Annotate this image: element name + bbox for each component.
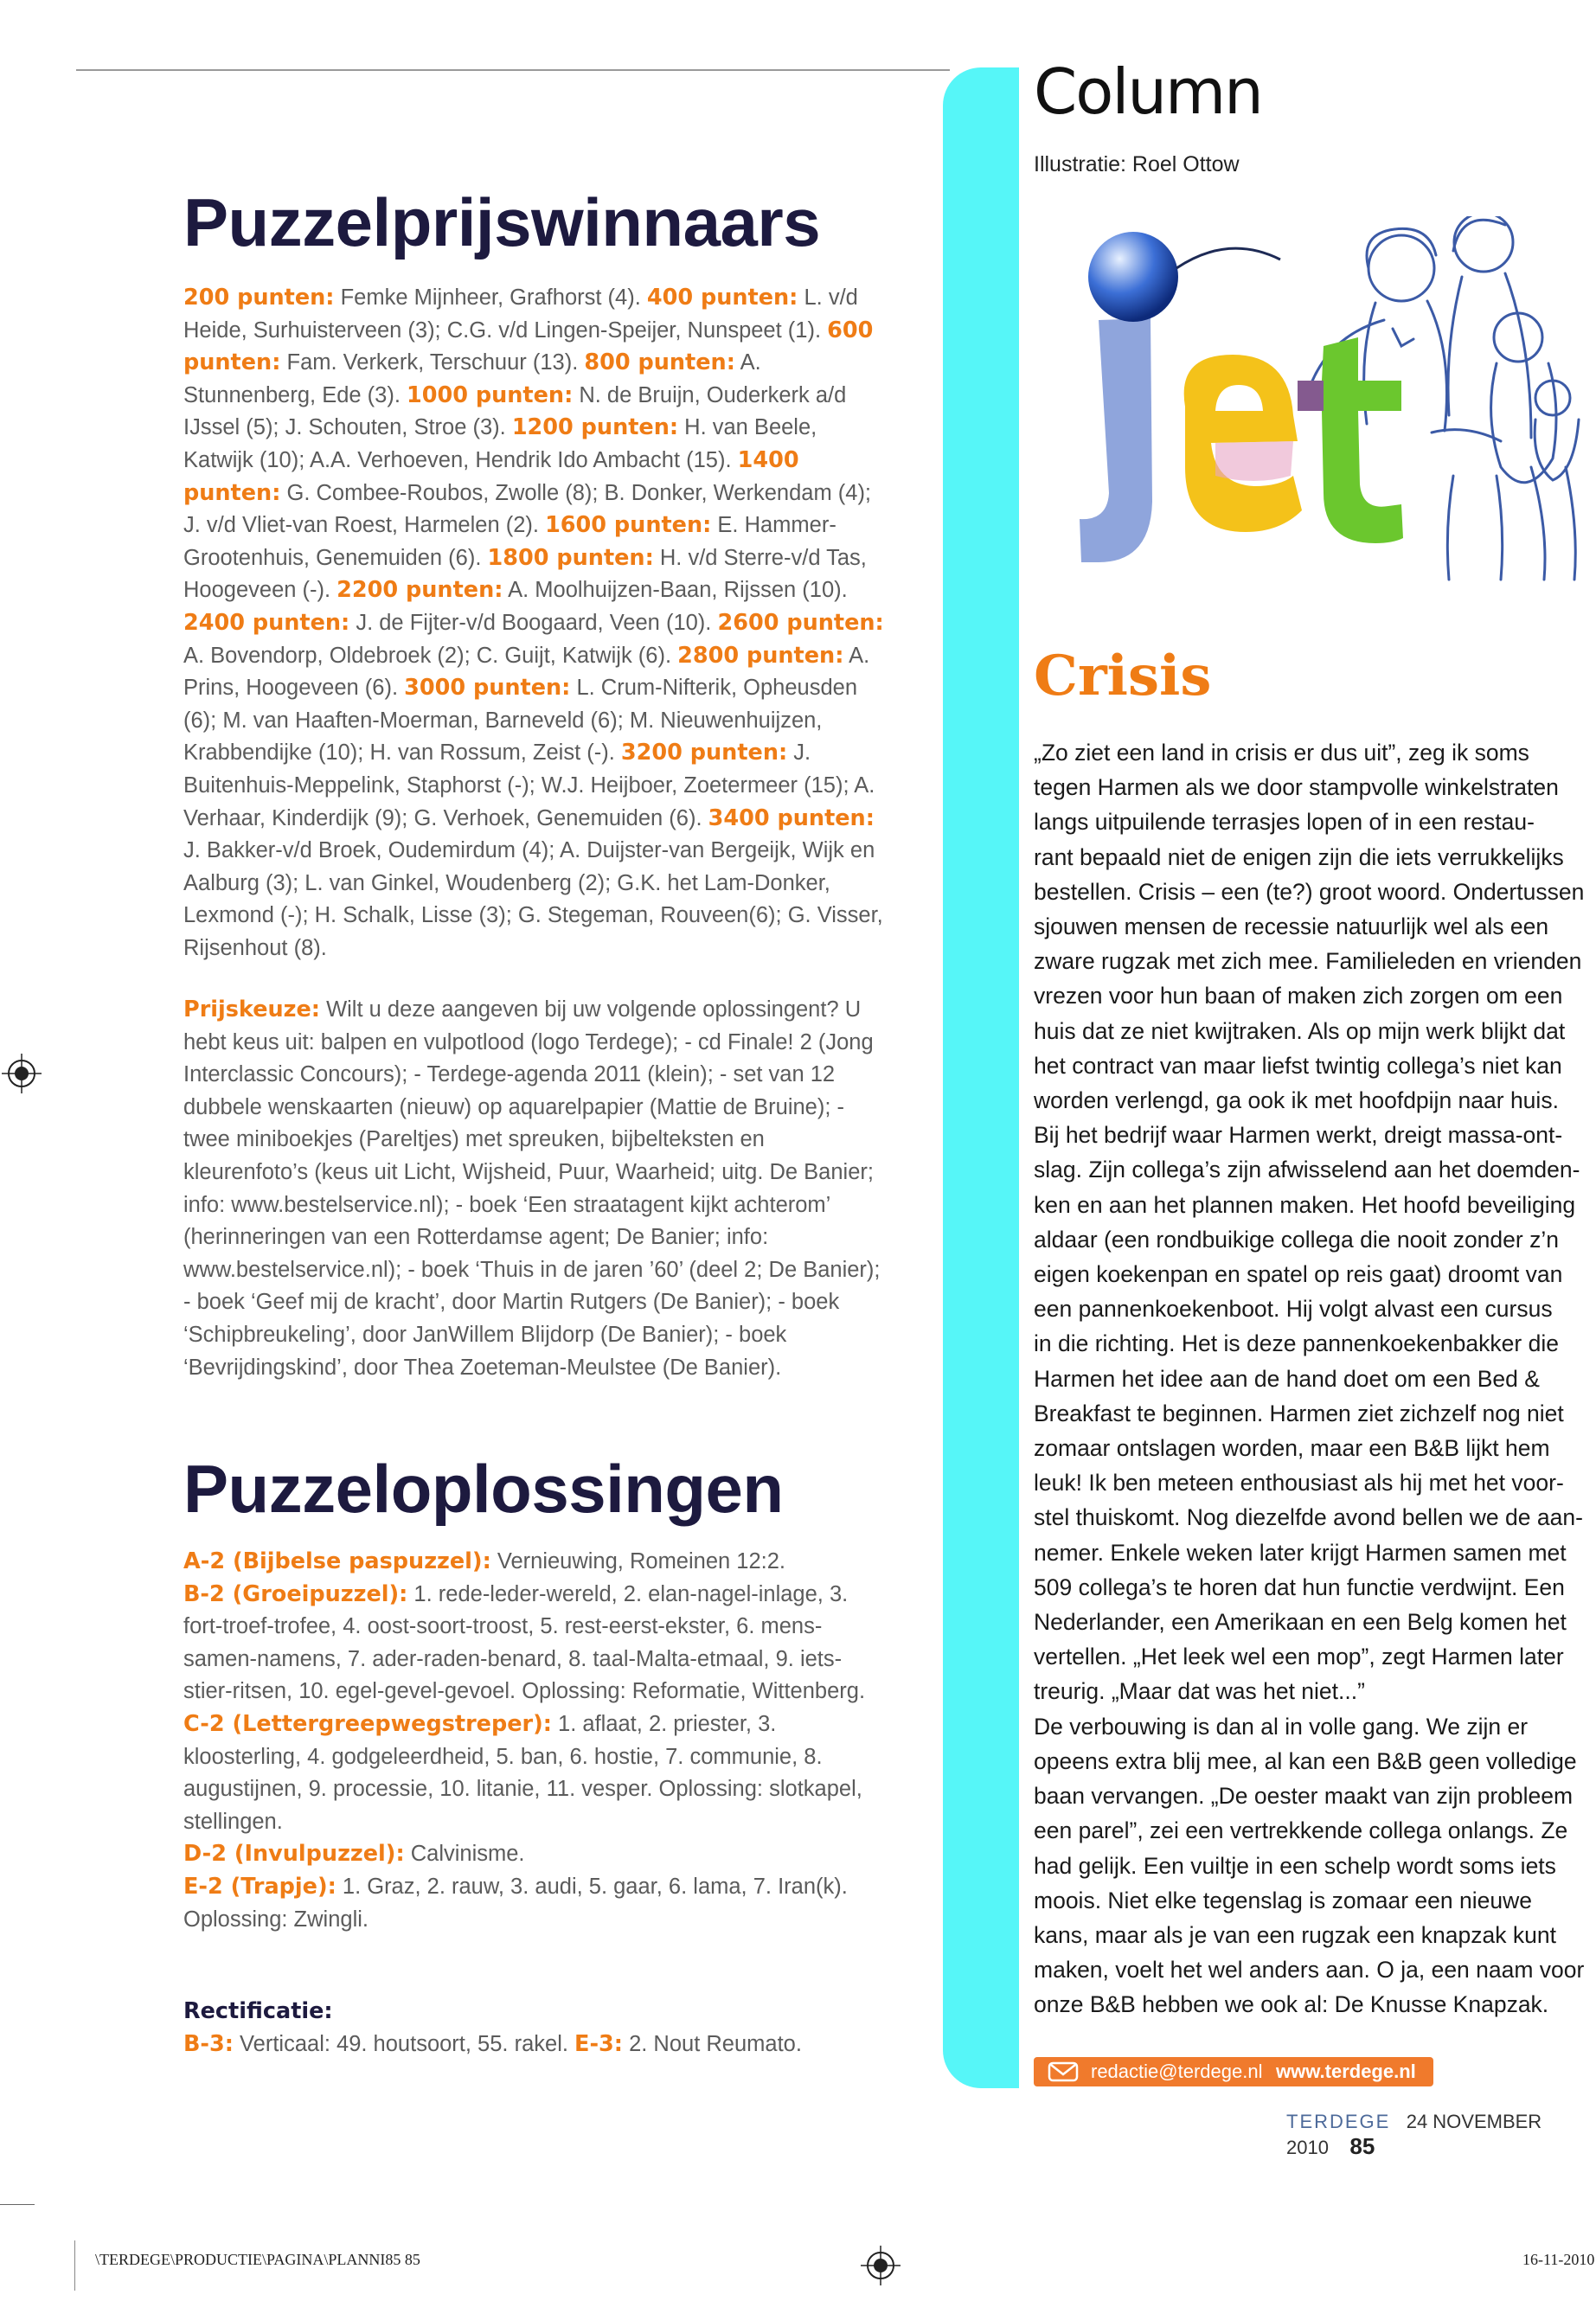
winners-points-label: 600 punten:	[183, 317, 874, 376]
column-body	[1034, 735, 1596, 2022]
column-line: Breakfast te beginnen. Harmen ziet zichzelf nog niet	[1034, 1400, 1564, 1426]
solution-label: C-2 (Lettergreepwegstreper):	[183, 1710, 552, 1737]
winners-list	[183, 282, 888, 965]
column-line: worden verlengd, ga ook ik met hoofdpijn naar huis.	[1034, 1087, 1559, 1114]
winners-paragraph	[183, 282, 888, 965]
jet-illustration	[1047, 216, 1596, 606]
winners-names: A. Stunnenberg, Ede (3).	[183, 350, 761, 407]
solution-text: 1. rede-leder-wereld, 2. elan-nagel-inlage, 3. fort-troef-trofee, 4. oost-soort-troost, 5. rest-eerst-ekster, 6. mens-samen-namens, 7. ader-raden-benard, 8. taal-Malta-etmaal, 9. iets-stier-ritsen, 10. egel-gevel-gevoel. Oplossing: Reformatie, Wittenberg.	[183, 1581, 866, 1704]
winners-names: A. Prins, Hoogeveen (6).	[183, 643, 870, 701]
prijskeuze-paragraph	[183, 994, 888, 1384]
print-path: \TERDEGE\PRODUCTIE\PAGINA\PLANNI85 85	[95, 2251, 420, 2268]
column-line: moois. Niet elke tegenslag is zomaar een nieuwe	[1034, 1887, 1532, 1913]
solution-item	[183, 1708, 888, 1838]
column-line: treurig. „Maar dat was het niet...”	[1034, 1678, 1365, 1705]
column-line: baan vervangen. „De oester maakt van zijn probleem	[1034, 1783, 1574, 1810]
solution-item	[183, 1871, 888, 1936]
column-line: zware rugzak met zich mee. Familieleden en vrienden	[1034, 948, 1582, 975]
column-heading-crisis: Crisis	[1034, 644, 1212, 708]
column-line: De verbouwing is dan al in volle gang. We zijn er	[1034, 1713, 1529, 1740]
column-line: Harmen het idee aan de hand doet om een Bed &	[1034, 1365, 1540, 1392]
winners-points-label: 1200 punten:	[511, 414, 679, 441]
b3-label: B-3:	[183, 2030, 234, 2057]
column-title: Column	[1034, 55, 1262, 128]
solutions-paragraph	[183, 1546, 888, 1936]
winners-points-label: 2200 punten:	[337, 577, 503, 604]
column-line: in die richting. Het is deze pannenkoekenbakker die	[1034, 1330, 1559, 1357]
winners-names: J. Bakker-v/d Broek, Oudemirdum (4); A. Duijster-van Bergeijk, Wijk en Aalburg (3); L. van Ginkel, Woudenberg (2); G.K. het Lam-Donker, Lexmond (-); H. Schalk, Lisse (3); G. Stegeman, Rouveen(6); G. Visser, Rijsenhout (8).	[183, 838, 883, 960]
winners-names: G. Combee-Roubos, Zwolle (8); B. Donker, Werkendam (4); J. v/d Vliet-van Roest, Harmelen (2).	[183, 480, 872, 538]
column-line: leuk! Ik ben meteen enthousiast als hij met het voor-	[1034, 1470, 1564, 1497]
column-line: sjouwen mensen de recessie natuurlijk wel als een	[1034, 913, 1549, 940]
solution-item	[183, 1579, 888, 1708]
winners-names: L. v/d Heide, Surhuisterveen (3); C.G. v/d Lingen-Speijer, Nunspeet (1).	[183, 285, 858, 343]
heading-puzzelprijswinnaars: Puzzelprijswinnaars	[183, 184, 821, 260]
envelope-icon	[1048, 2061, 1079, 2083]
left-crop-mark	[0, 2204, 35, 2205]
column-line: aldaar (een rondbuikige collega die nooit zonder z’n	[1034, 1226, 1559, 1253]
prijskeuze-label: Prijskeuze:	[183, 997, 320, 1022]
winners-names: E. Hammer-Grootenhuis, Genemuiden (6).	[183, 513, 836, 570]
column-line: Bij het bedrijf waar Harmen werkt, dreigt massa-ont-	[1034, 1122, 1563, 1149]
column-line: kans, maar als je van een rugzak een knapzak kunt	[1034, 1921, 1556, 1948]
column-line: „Zo ziet een land in crisis er dus uit”, zeg ik soms	[1034, 740, 1529, 766]
column-line: vertellen. „Het leek wel een mop”, zegt Harmen later	[1034, 1644, 1564, 1670]
winners-points-label: 1400 punten:	[183, 446, 799, 506]
top-rule	[76, 69, 950, 71]
column-line: 509 collega’s te horen dat hun functie verdwijnt. Een	[1034, 1574, 1565, 1600]
column-line: langs uitpuilende terrasjes lopen of in een restau-	[1034, 809, 1535, 836]
solution-label: E-2 (Trapje):	[183, 1873, 337, 1900]
winners-points-label: 2800 punten:	[677, 642, 844, 669]
winners-names: Fam. Verkerk, Terschuur (13).	[280, 350, 585, 375]
column-line: tegen Harmen als we door stampvolle winkelstraten	[1034, 774, 1559, 801]
solution-label: B-2 (Groeipuzzel):	[183, 1580, 408, 1607]
column-line: bestellen. Crisis – een (te?) groot woord. Ondertussen	[1034, 878, 1585, 905]
winners-names: J. Buitenhuis-Meppelink, Staphorst (-); W.J. Heijboer, Zoetermeer (15); A. Verhaar, Kinderdijk (9); G. Verhoek, Genemuiden (6).	[183, 740, 875, 830]
rectificatie-block	[183, 1996, 888, 2061]
winners-points-label: 1000 punten:	[407, 381, 574, 408]
column-line: opeens extra blij mee, al kan een B&B geen volledige	[1034, 1747, 1577, 1774]
column-line: nemer. Enkele weken later krijgt Harmen samen met	[1034, 1539, 1567, 1566]
column-line: maken, voelt het wel anders aan. O ja, een naam voor	[1034, 1957, 1585, 1984]
winners-points-label: 2400 punten:	[183, 609, 350, 636]
column-line: Nederlander, een Amerikaan en een Belg komen het	[1034, 1609, 1567, 1636]
footer-brand: TERDEGE	[1286, 2111, 1391, 2132]
winners-points-label: 400 punten:	[646, 285, 798, 311]
footer-info	[1286, 2111, 1596, 2160]
winners-names: A. Bovendorp, Oldebroek (2); C. Guijt, Katwijk (6).	[183, 643, 678, 668]
winners-points-label: 3400 punten:	[708, 804, 875, 831]
winners-names: L. Crum-Nifterik, Opheusden (6); M. van Haaften-Moerman, Barneveld (6); M. Nieuwenhuijzen, Krabbendijke (10); H. van Rossum, Zeist (-).	[183, 676, 857, 766]
cyan-column-divider	[943, 67, 1019, 2088]
winners-points-label: 800 punten:	[584, 349, 735, 376]
column-line: stel thuiskomt. Nog diezelfde avond bellen we de aan-	[1034, 1504, 1583, 1531]
contact-website-link[interactable]: www.terdege.nl	[1276, 2061, 1416, 2082]
column-line: eigen koekenpan en spatel op reis gaat) droomt van	[1034, 1261, 1563, 1288]
contact-bar	[1034, 2057, 1433, 2086]
winners-points-label: 1600 punten:	[545, 512, 712, 539]
winners-points-label: 200 punten:	[183, 285, 335, 311]
winners-names: Femke Mijnheer, Grafhorst (4).	[334, 285, 647, 310]
solution-item	[183, 1838, 888, 1871]
column-line: een parel”, zei een vertrekkende collega onlangs. Ze	[1034, 1817, 1568, 1844]
bottom-crop-line	[74, 2240, 75, 2291]
heading-puzzeloplossingen: Puzzeloplossingen	[183, 1451, 784, 1527]
winners-points-label: 1800 punten:	[487, 544, 654, 571]
registration-mark-bottom	[861, 2246, 901, 2285]
prijskeuze-text: Wilt u deze aangeven bij uw volgende oplossingent? U hebt keus uit: balpen en vulpotlood (logo Terdege); - cd Finale! 2 (Jong Interclassic Concours); - Terdege-agenda 2011 (klein); - set van 12 dubbele wenskaarten (nieuw) op aquarelpapier (Mattie de Bruine); - twee miniboekjes (Pareltjes) met spreuken, bijbelteksten en kleurenfoto’s (keus uit Licht, Wijsheid, Puur, Waarheid; uitg. De Banier; info: www.bestelservice.nl); - boek ‘Een straatagent kijkt achterom’ (herinneringen van een Rotterdamse agent; De Banier; info: www.bestelservice.nl); - boek ‘Thuis in de jaren ’60’ (deel 2; De Banier); - boek ‘Geef mij de kracht’, door Martin Rutgers (De Banier); - boek ‘Schipbreukeling’, door JanWillem Blijdorp (De Banier); - boek ‘Bevrijdingskind’, door Thea Zoeteman-Meulstee (De Banier).	[183, 997, 881, 1380]
column-line: had gelijk. Een vuiltje in een schelp wordt soms iets	[1034, 1852, 1556, 1879]
column-line: slag. Zijn collega’s zijn afwisselend aan het doemden-	[1034, 1157, 1580, 1183]
winners-names: A. Moolhuijzen-Baan, Rijssen (10).	[503, 578, 848, 603]
rectificatie-heading: Rectificatie:	[183, 1998, 333, 2024]
winners-names: N. de Bruijn, Ouderkerk a/d IJssel (5); J. Schouten, Stroe (3).	[183, 382, 847, 440]
solution-text: Vernieuwing, Romeinen 12:2.	[490, 1549, 785, 1574]
column-line: vrezen voor hun baan of maken zich zorgen om een	[1034, 983, 1563, 1009]
registration-mark-left	[2, 1054, 42, 1093]
column-line: rant bepaald niet de enigen zijn die iets verrukkelijks	[1034, 843, 1564, 870]
solution-text: 1. aflaat, 2. priester, 3. kloosterling, 4. godgeleerdheid, 5. ban, 6. hostie, 7. communie, 8. augustijnen, 9. processie, 10. litanie, 11. vesper. Oplossing: slotkapel, stellingen.	[183, 1711, 862, 1834]
winners-points-label: 3200 punten:	[620, 740, 788, 766]
column-line: het contract van maar liefst twintig collega’s niet kan	[1034, 1052, 1562, 1079]
illustration-credit: Illustratie: Roel Ottow	[1034, 152, 1240, 176]
footer-page-number: 85	[1349, 2133, 1375, 2159]
column-line: huis dat ze niet kwijtraken. Als op mijn werk blijkt dat	[1034, 1017, 1566, 1044]
e3-text: 2. Nout Reumato.	[622, 2031, 802, 2056]
solution-text: 1. Graz, 2. rauw, 3. audi, 5. gaar, 6. lama, 7. Iran(k). Oplossing: Zwingli.	[183, 1874, 848, 1932]
e3-label: E-3:	[574, 2030, 623, 2057]
solution-label: A-2 (Bijbelse paspuzzel):	[183, 1548, 491, 1574]
b3-text: Verticaal: 49. houtsoort, 55. rakel.	[233, 2031, 575, 2056]
column-line: een pannenkoekenboot. Hij volgt alvast een cursus	[1034, 1296, 1553, 1323]
footer-date: 24 NOVEMBER 2010	[1286, 2111, 1542, 2158]
column-line: ken en aan het plannen maken. Het hoofd beveiliging	[1034, 1191, 1576, 1218]
column-line: onze B&B hebben we ook al: De Knusse Knapzak.	[1034, 1991, 1549, 2018]
column-line: zomaar ontslagen worden, maar een B&B lijkt hem	[1034, 1435, 1550, 1462]
solution-label: D-2 (Invulpuzzel):	[183, 1841, 405, 1868]
winners-points-label: 3000 punten:	[404, 675, 571, 702]
print-date: 16-11-2010	[1522, 2251, 1595, 2268]
winners-points-label: 2600 punten:	[717, 609, 884, 636]
winners-names: H. v/d Sterre-v/d Tas, Hoogeveen (-).	[183, 545, 867, 603]
solution-text: Calvinisme.	[404, 1842, 525, 1867]
winners-names: J. de Fijter-v/d Boogaard, Veen (10).	[349, 610, 718, 635]
contact-email-link[interactable]: redactie@terdege.nl	[1091, 2061, 1263, 2082]
solution-item	[183, 1546, 888, 1579]
winners-names: H. van Beele, Katwijk (10); A.A. Verhoeven, Hendrik Ido Ambacht (15).	[183, 415, 817, 472]
